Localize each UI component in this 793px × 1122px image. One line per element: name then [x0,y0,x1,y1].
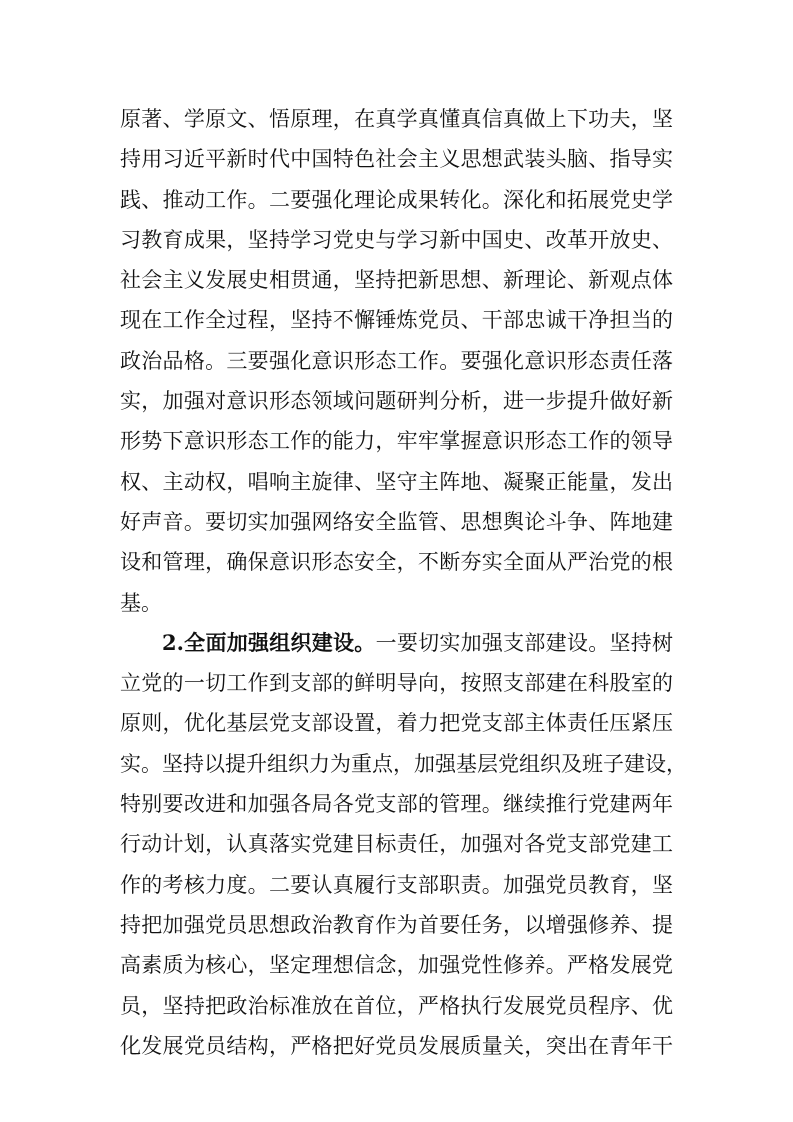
text-line: 高素质为核心，坚定理想信念，加强党性修养。严格发展党 [120,953,673,978]
text-line: 原著、学原文、悟原理，在真学真懂真信真做上下功夫，坚 [120,107,673,131]
text-line: 基。 [120,590,162,615]
paragraph-organization [120,623,687,1066]
text-line: 社会主义发展史相贯通，坚持把新思想、新理论、新观点体 [120,268,673,293]
text-line: 设和管理，确保意识形态安全，不断夯实全面从严治党的根 [120,550,673,575]
heading-followup-text: 一要切实加强支部建设。坚持树 [375,630,673,655]
text-line: 形势下意识形态工作的能力，牢牢掌握意识形态工作的领导 [120,429,673,454]
text-line: 作的考核力度。二要认真履行支部职责。加强党员教育，坚 [120,872,673,897]
text-line: 持用习近平新时代中国特色社会主义思想武装头脑、指导实 [120,147,673,172]
text-line: 持把加强党员思想政治教育作为首要任务，以增强修养、提 [120,912,673,937]
section-heading: 2.全面加强组织建设。 [162,629,376,655]
text-line: 实。坚持以提升组织力为重点，加强基层党组织及班子建设， [120,751,687,776]
text-line: 践、推动工作。二要强化理论成果转化。深化和拓展党史学 [120,187,673,212]
paragraph-first-line [120,623,673,663]
text-line: 行动计划，认真落实党建目标责任，加强对各党支部党建工 [120,832,673,857]
text-line: 权、主动权，唱响主旋律、坚守主阵地、凝聚正能量，发出 [120,469,673,494]
text-line: 现在工作全过程，坚持不懈锤炼党员、干部忠诚干净担当的 [120,308,673,333]
text-line: 好声音。要切实加强网络安全监管、思想舆论斗争、阵地建 [120,509,673,534]
paragraph-ideology [120,99,673,623]
text-line: 化发展党员结构，严格把好党员发展质量关，突出在青年干 [120,1033,673,1058]
text-line: 员，坚持把政治标准放在首位，严格执行发展党员程序、优 [120,993,673,1018]
text-line: 实，加强对意识形态领域问题研判分析，进一步提升做好新 [120,389,673,414]
text-line: 特别要改进和加强各局各党支部的管理。继续推行党建两年 [120,792,673,817]
document-page [120,99,687,1066]
text-line: 政治品格。三要强化意识形态工作。要强化意识形态责任落 [120,348,673,373]
text-line: 原则，优化基层党支部设置，着力把党支部主体责任压紧压 [120,711,673,736]
text-line: 立党的一切工作到支部的鲜明导向，按照支部建在科股室的 [120,671,673,696]
text-line: 习教育成果，坚持学习党史与学习新中国史、改革开放史、 [120,227,673,252]
